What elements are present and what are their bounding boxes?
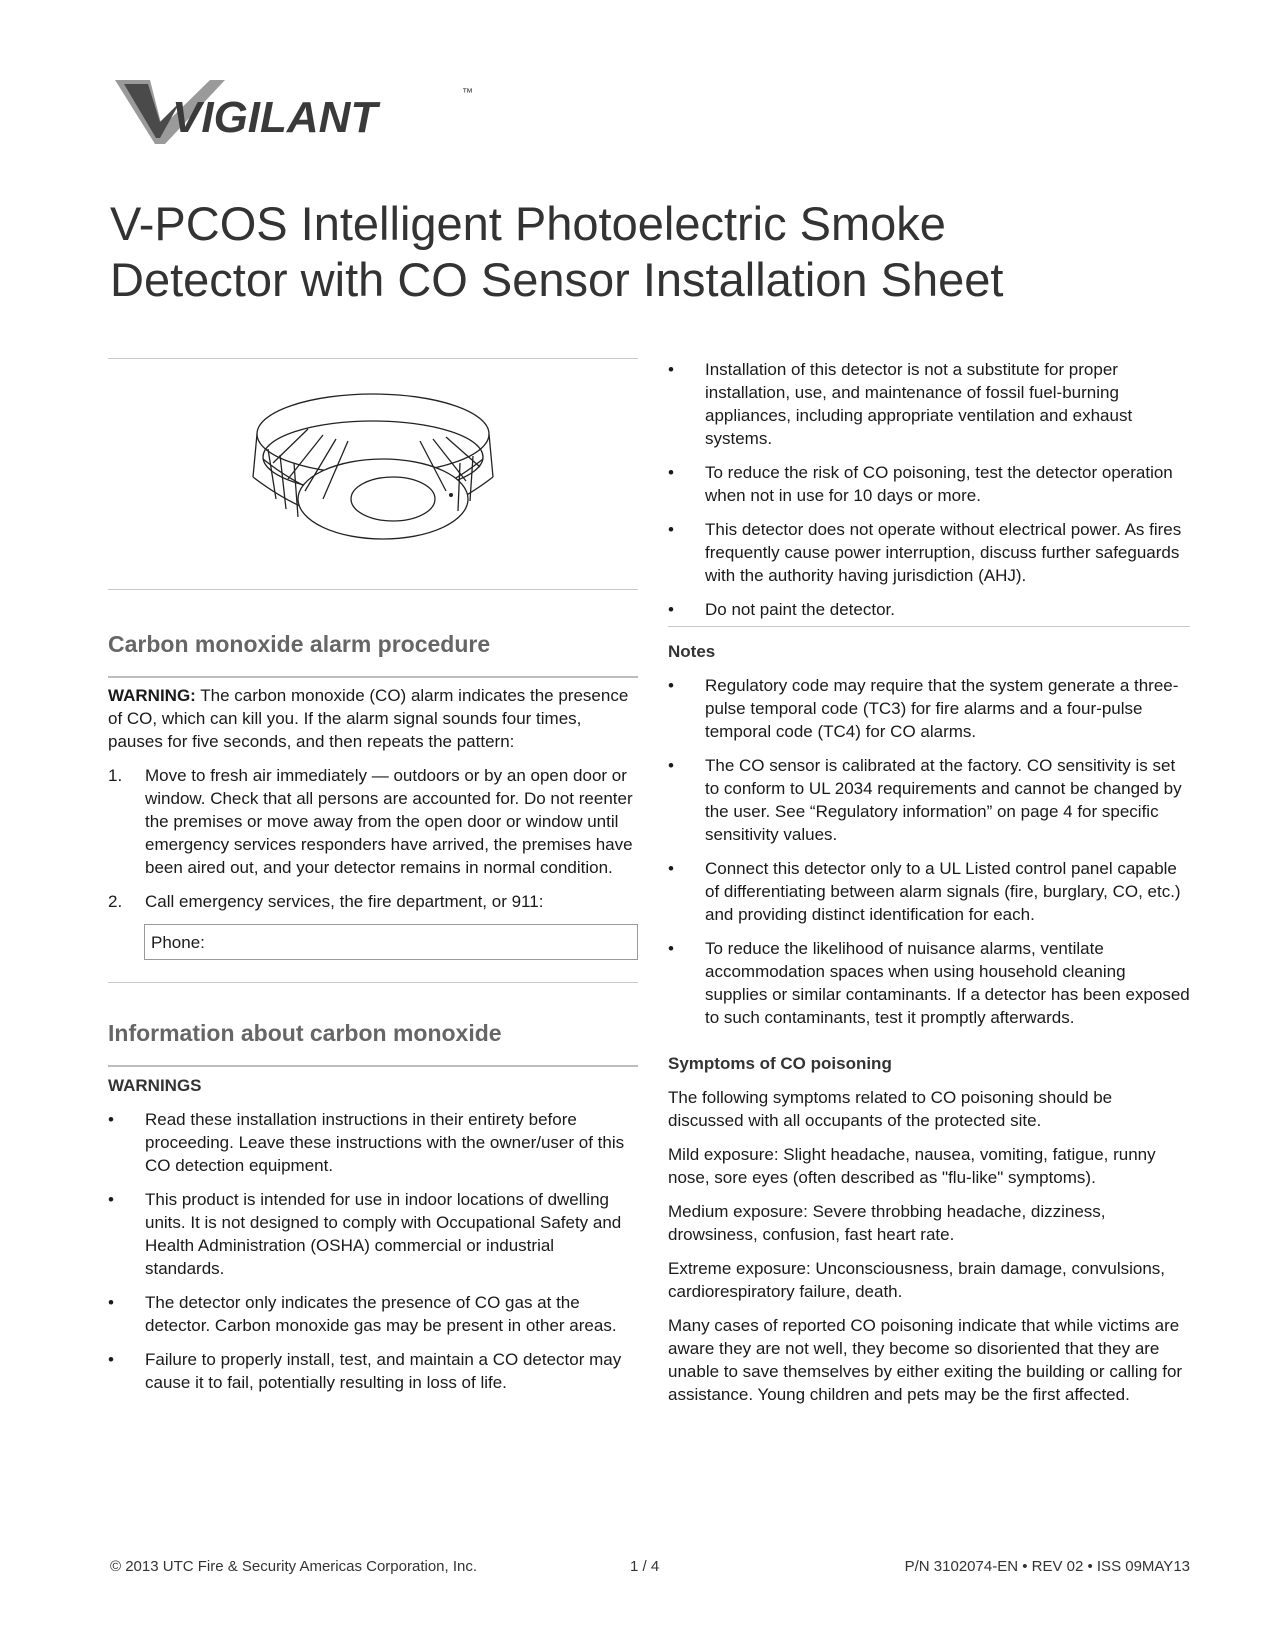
- bullet: •: [108, 1110, 114, 1129]
- bullet-text: Installation of this detector is not a substitute for proper installation, use, and maintenance of fossil fuel-burning appliances, including appropriate ventilation and exhaust systems.: [705, 360, 1133, 448]
- symptoms-paragraph: Many cases of reported CO poisoning indicate that while victims are aware they are not well, they become so disoriented that they are unable to save themselves by either exiting the building or calling for assistance. Young children and pets may be the first affected.: [668, 1316, 1183, 1404]
- footer-page-number: 1 / 4: [630, 1558, 660, 1575]
- warning-item-text: Read these installation instructions in their entirety before proceeding. Leave these instructions with the owner/user of this CO detection equipment.: [145, 1110, 625, 1175]
- page-title: [110, 196, 1170, 308]
- footer-part-number: P/N 3102074-EN • REV 02 • ISS 09MAY13: [904, 1558, 1190, 1575]
- section-heading-co-info: Information about carbon monoxide: [108, 1020, 502, 1046]
- list-item: [108, 1291, 638, 1337]
- symptoms-paragraph: The following symptoms related to CO poisoning should be discussed with all occupants of the protected site.: [668, 1088, 1113, 1130]
- symptoms-paragraph: Mild exposure: Slight headache, nausea, vomiting, fatigue, runny nose, sore eyes (often described as "flu-like" symptoms).: [668, 1145, 1156, 1187]
- procedure-steps: [108, 764, 638, 913]
- phone-field[interactable]: [144, 924, 638, 960]
- list-item: [108, 890, 638, 913]
- title-line-2: Detector with CO Sensor Installation Sheet: [110, 253, 1004, 306]
- step-number: 2.: [108, 892, 123, 911]
- bullet: •: [668, 939, 674, 958]
- symptoms-heading: Symptoms of CO poisoning: [668, 1054, 892, 1073]
- warning-paragraph: [108, 684, 638, 753]
- list-item: [108, 1188, 638, 1280]
- warning-item-text: Failure to properly install, test, and maintain a CO detector may cause it to fail, potentially resulting in loss of life.: [145, 1350, 622, 1392]
- bullet-text: Do not paint the detector.: [705, 600, 895, 619]
- bullet: •: [668, 463, 674, 482]
- list-item: [668, 937, 1190, 1029]
- symptoms-paragraph: Extreme exposure: Unconsciousness, brain damage, convulsions, cardiorespiratory failure, death.: [668, 1259, 1166, 1301]
- list-item: [668, 358, 1190, 450]
- bullet: •: [668, 859, 674, 878]
- list-item: [108, 1348, 638, 1394]
- note-text: To reduce the likelihood of nuisance alarms, ventilate accommodation spaces when using household cleaning supplies or similar contaminants. If a detector has been exposed to such contaminants, test it promptly afterwards.: [705, 939, 1190, 1027]
- section-heading-alarm-procedure: Carbon monoxide alarm procedure: [108, 631, 491, 657]
- title-line-1: V-PCOS Intelligent Photoelectric Smoke: [110, 197, 946, 250]
- bullet: •: [668, 676, 674, 695]
- vigilant-logo: [110, 72, 490, 150]
- footer-copyright: © 2013 UTC Fire & Security Americas Corporation, Inc.: [110, 1558, 478, 1575]
- bullet-text: This detector does not operate without electrical power. As fires frequently cause power interruption, discuss further safeguards with the authority having jurisdiction (AHJ).: [705, 520, 1182, 585]
- detector-warnings-list: [668, 358, 1190, 621]
- step-text: Move to fresh air immediately — outdoors or by an open door or window. Check that all persons are accounted for. Do not reenter the premises or move away from the open door or window until emergency services responders have arrived, the premises have been aired out, and your detector remains in normal condition.: [145, 766, 633, 877]
- left-column: [108, 358, 638, 1394]
- list-item: [668, 754, 1190, 846]
- warnings-list: [108, 1108, 638, 1394]
- list-item: [668, 674, 1190, 743]
- note-text: The CO sensor is calibrated at the factory. CO sensitivity is set to conform to UL 2034 requirements and cannot be changed by the user. See “Regulatory information” on page 4 for specific sensitivity values.: [705, 756, 1182, 844]
- bullet: •: [668, 360, 674, 379]
- symptoms-paragraph: Medium exposure: Severe throbbing headache, dizziness, drowsiness, confusion, fast heart rate.: [668, 1202, 1106, 1244]
- bullet: •: [668, 520, 674, 539]
- list-item: [668, 461, 1190, 507]
- bullet: •: [668, 756, 674, 775]
- logo-wordmark: VIGILANT: [172, 93, 378, 142]
- warnings-heading: WARNINGS: [108, 1076, 202, 1095]
- bullet: •: [668, 600, 674, 619]
- warning-text: The carbon monoxide (CO) alarm indicates the presence of CO, which can kill you. If the alarm signal sounds four times, pauses for five seconds, and then repeats the pattern:: [108, 686, 629, 751]
- right-column: [668, 358, 1190, 1406]
- bullet: •: [108, 1293, 114, 1312]
- bullet: •: [108, 1350, 114, 1369]
- list-item: [108, 764, 638, 879]
- note-text: Regulatory code may require that the system generate a three-pulse temporal code (TC3) for fire alarms and a four-pulse temporal code (TC4) for CO alarms.: [705, 676, 1179, 741]
- warning-item-text: This product is intended for use in indoor locations of dwelling units. It is not designed to comply with Occupational Safety and Health Administration (OSHA) commercial or industrial standards.: [145, 1190, 622, 1278]
- list-item: [668, 518, 1190, 587]
- warning-label: WARNING:: [108, 686, 196, 705]
- list-item: [668, 857, 1190, 926]
- step-text: Call emergency services, the fire department, or 911:: [145, 892, 544, 911]
- detector-illustration: [108, 359, 638, 589]
- bullet-text: To reduce the risk of CO poisoning, test the detector operation when not in use for 10 days or more.: [705, 463, 1173, 505]
- step-number: 1.: [108, 766, 123, 785]
- note-text: Connect this detector only to a UL Listed control panel capable of differentiating between alarm signals (fire, burglary, CO, etc.) and providing distinct identification for each.: [705, 859, 1181, 924]
- notes-list: [668, 674, 1190, 1029]
- warning-item-text: The detector only indicates the presence of CO gas at the detector. Carbon monoxide gas may be present in other areas.: [145, 1293, 617, 1335]
- phone-label: Phone:: [151, 933, 205, 952]
- bullet: •: [108, 1190, 114, 1209]
- notes-heading: Notes: [668, 642, 716, 661]
- list-item: [108, 1108, 638, 1177]
- trademark-symbol: ™: [462, 87, 473, 99]
- list-item: [668, 598, 1190, 621]
